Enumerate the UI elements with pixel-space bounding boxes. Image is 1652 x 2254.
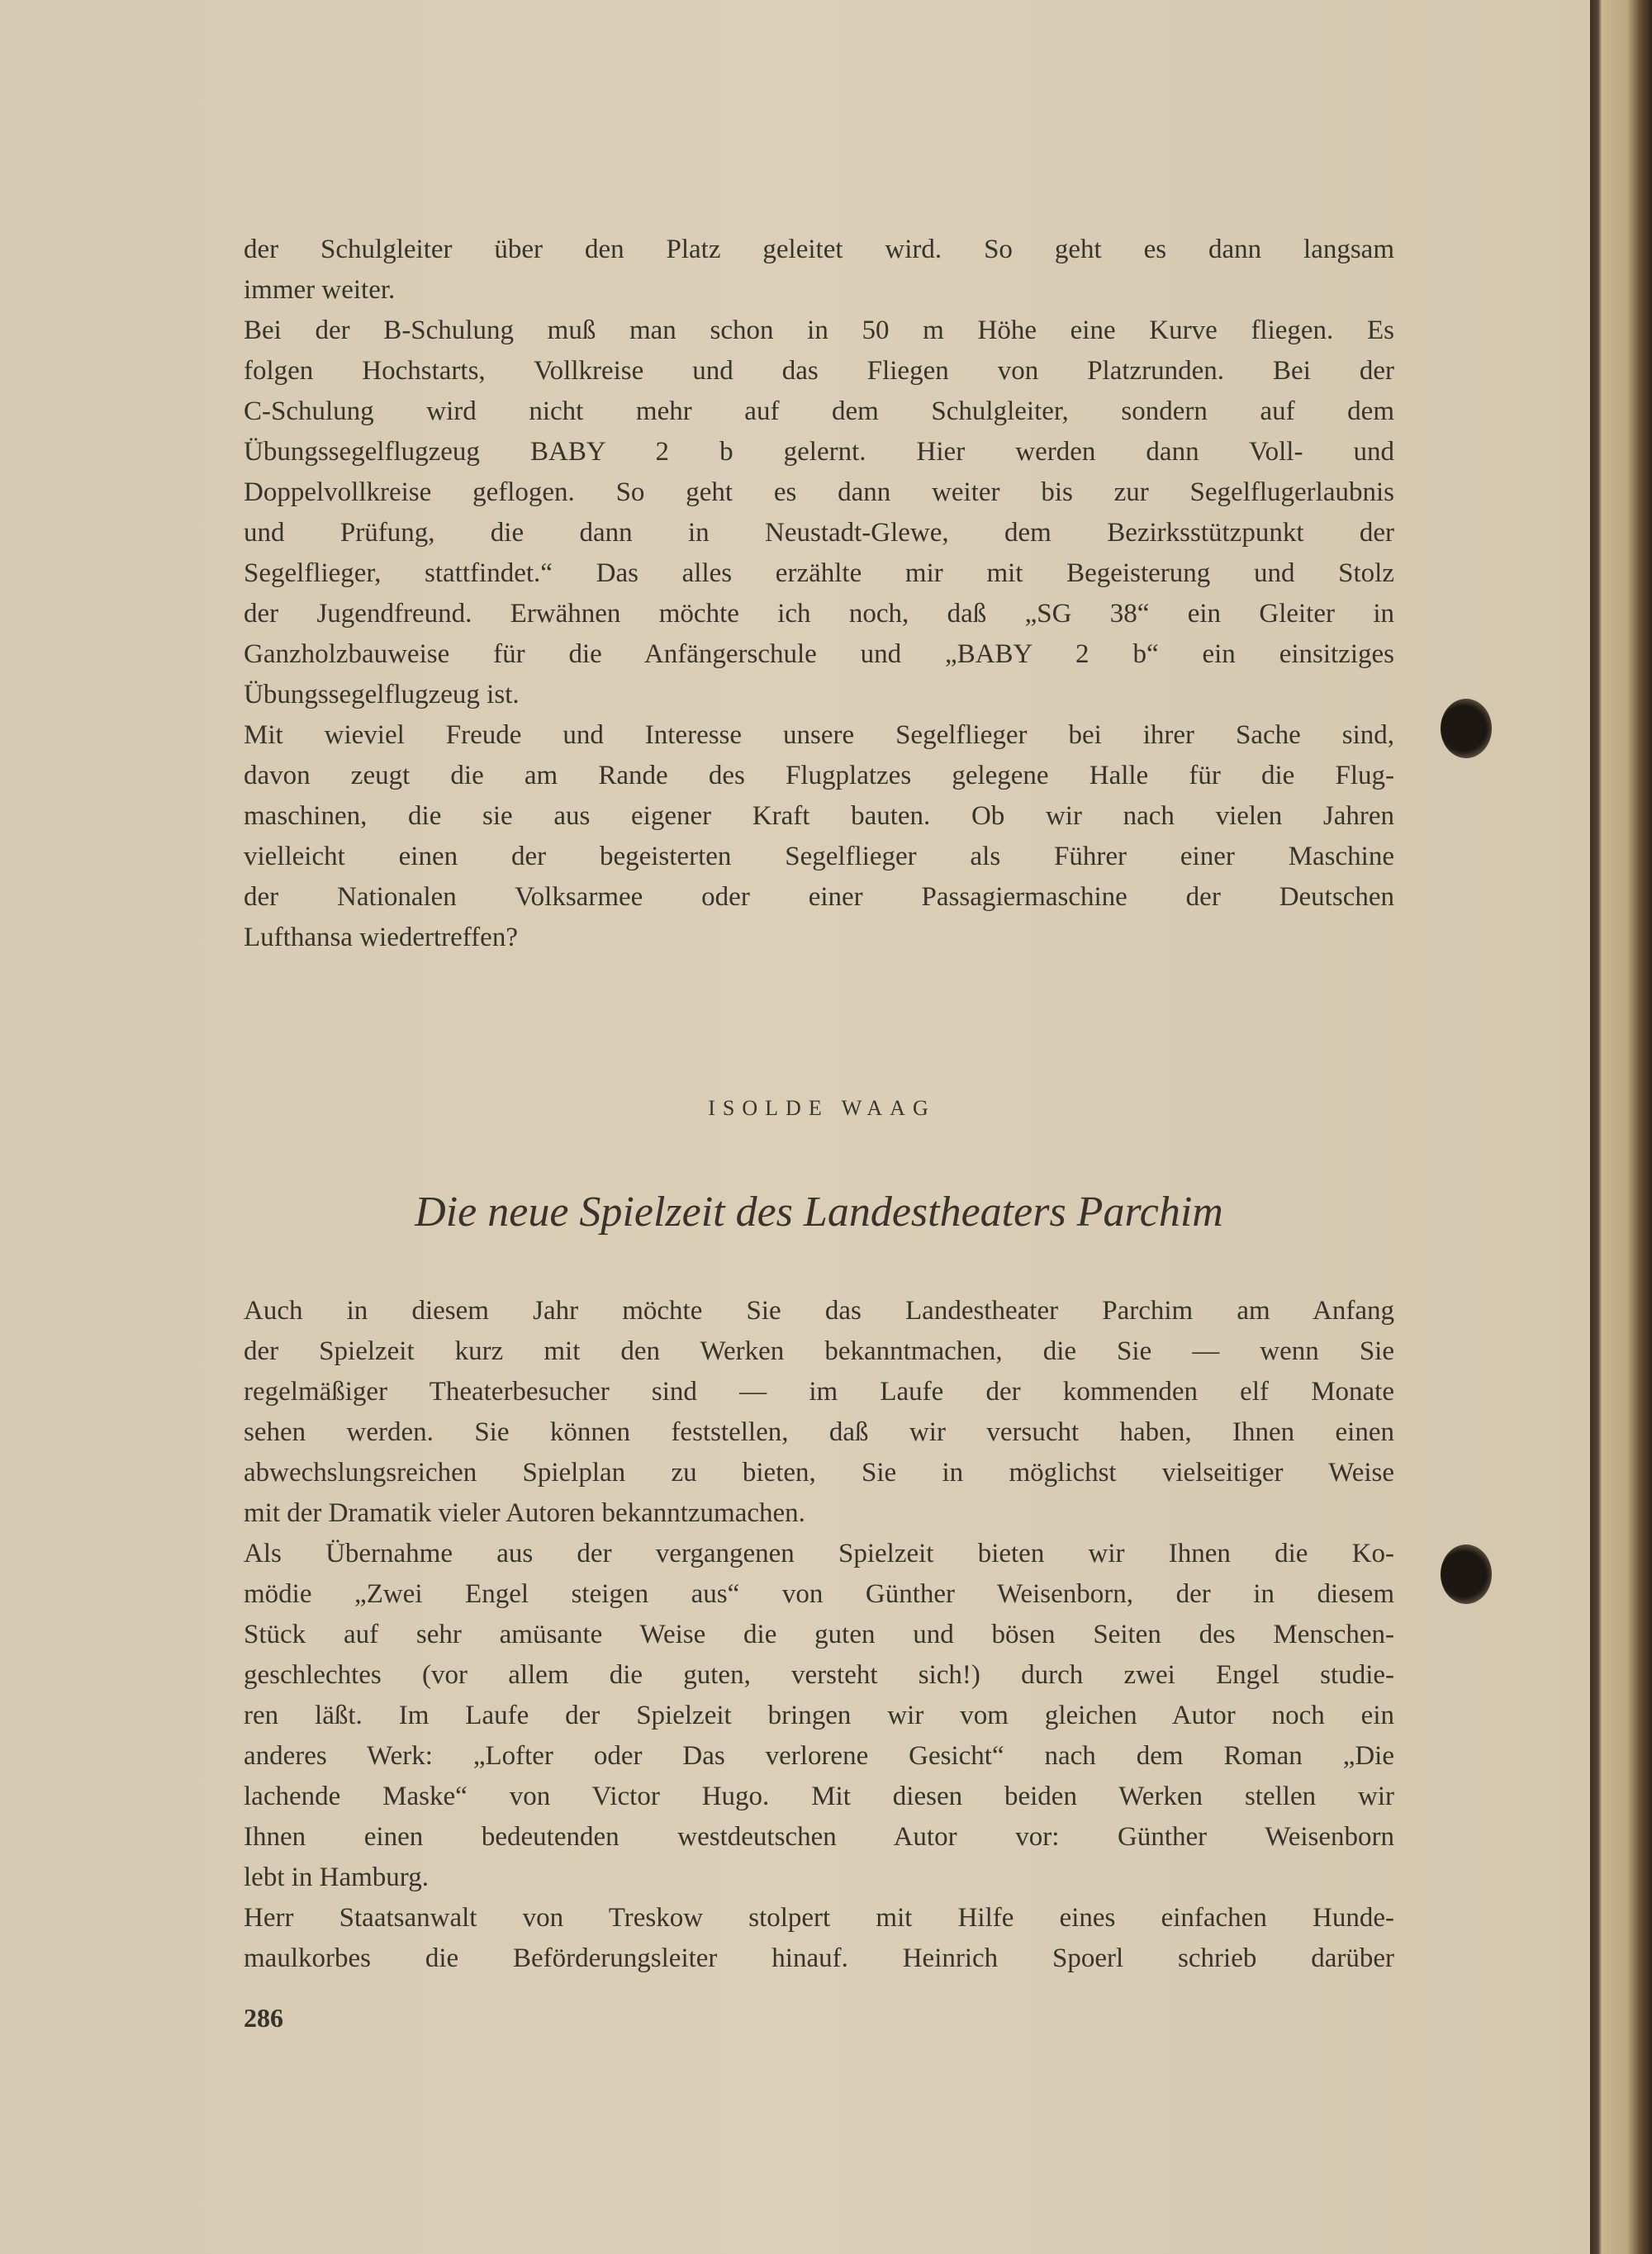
text-line: regelmäßiger Theaterbesucher sind — im Laufe der kommenden elf Monate xyxy=(244,1377,1394,1407)
text-line: Übungssegelflugzeug BABY 2 b gelernt. Hier werden dann Voll- und xyxy=(244,437,1394,467)
text-line: ren läßt. Im Laufe der Spielzeit bringen wir vom gleichen Autor noch ein xyxy=(244,1701,1394,1730)
text-line: Ganzholzbauweise für die Anfängerschule und „BABY 2 b“ ein einsitziges xyxy=(244,639,1394,669)
text-line: Auch in diesem Jahr möchte Sie das Landestheater Parchim am Anfang xyxy=(244,1296,1394,1326)
article-title: Die neue Spielzeit des Landestheaters Parchim xyxy=(415,1189,1223,1236)
text-line: davon zeugt die am Rande des Flugplatzes gelegene Halle für die Flug- xyxy=(244,761,1394,790)
text-line: Herr Staatsanwalt von Treskow stolpert mit Hilfe eines einfachen Hunde- xyxy=(244,1903,1394,1933)
text-line: Mit wieviel Freude und Interesse unsere Segelflieger bei ihrer Sache sind, xyxy=(244,720,1394,750)
author-name: ISOLDE WAAG xyxy=(708,1096,936,1120)
book-binding-edge xyxy=(1590,0,1652,2254)
article-body-text xyxy=(244,1291,1394,1979)
text-line: der Jugendfreund. Erwähnen möchte ich noch, daß „SG 38“ ein Gleiter in xyxy=(244,599,1394,629)
text-line: abwechslungsreichen Spielplan zu bieten, Sie in möglichst vielseitiger Weise xyxy=(244,1458,1394,1488)
text-line: sehen werden. Sie können feststellen, daß wir versucht haben, Ihnen einen xyxy=(244,1417,1394,1447)
text-line: geschlechtes (vor allem die guten, versteht sich!) durch zwei Engel studie- xyxy=(244,1660,1394,1690)
text-line: lachende Maske“ von Victor Hugo. Mit diesen beiden Werken stellen wir xyxy=(244,1782,1394,1811)
article-continuation-text xyxy=(244,230,1394,958)
text-line: Als Übernahme aus der vergangenen Spielzeit bieten wir Ihnen die Ko- xyxy=(244,1539,1394,1568)
text-line: der Schulgleiter über den Platz geleitet wird. So geht es dann langsam xyxy=(244,235,1394,264)
text-line: Übungssegelflugzeug ist. xyxy=(244,680,520,709)
text-line: der Spielzeit kurz mit den Werken bekanntmachen, die Sie — wenn Sie xyxy=(244,1336,1394,1366)
text-line: immer weiter. xyxy=(244,275,396,305)
punch-hole xyxy=(1441,699,1492,758)
text-line: anderes Werk: „Lofter oder Das verlorene Gesicht“ nach dem Roman „Die xyxy=(244,1741,1394,1771)
text-line: Bei der B-Schulung muß man schon in 50 m Höhe eine Kurve fliegen. Es xyxy=(244,316,1394,345)
text-line: maschinen, die sie aus eigener Kraft bauten. Ob wir nach vielen Jahren xyxy=(244,801,1394,831)
text-line: mit der Dramatik vieler Autoren bekanntzumachen. xyxy=(244,1498,805,1528)
text-line: vielleicht einen der begeisterten Segelflieger als Führer einer Maschine xyxy=(244,842,1394,871)
text-line: Ihnen einen bedeutenden westdeutschen Autor vor: Günther Weisenborn xyxy=(244,1822,1394,1852)
text-line: der Nationalen Volksarmee oder einer Passagiermaschine der Deutschen xyxy=(244,882,1394,912)
text-line: C-Schulung wird nicht mehr auf dem Schulgleiter, sondern auf dem xyxy=(244,396,1394,426)
text-line: Stück auf sehr amüsante Weise die guten und bösen Seiten des Menschen- xyxy=(244,1620,1394,1649)
text-line: mödie „Zwei Engel steigen aus“ von Günther Weisenborn, der in diesem xyxy=(244,1579,1394,1609)
text-line: maulkorbes die Beförderungsleiter hinauf. Heinrich Spoerl schrieb darüber xyxy=(244,1943,1394,1973)
text-line: lebt in Hamburg. xyxy=(244,1863,429,1892)
text-line: Lufthansa wiedertreffen? xyxy=(244,923,518,952)
article-author xyxy=(0,1096,1652,1121)
text-line: Doppelvollkreise geflogen. So geht es dann weiter bis zur Segelflugerlaubnis xyxy=(244,477,1394,507)
page-number: 286 xyxy=(244,2003,283,2033)
text-line: folgen Hochstarts, Vollkreise und das Fliegen von Platzrunden. Bei der xyxy=(244,356,1394,386)
text-line: und Prüfung, die dann in Neustadt-Glewe, dem Bezirksstützpunkt der xyxy=(244,518,1394,548)
text-line: Segelflieger, stattfindet.“ Das alles erzählte mir mit Begeisterung und Stolz xyxy=(244,558,1394,588)
punch-hole xyxy=(1441,1545,1492,1604)
